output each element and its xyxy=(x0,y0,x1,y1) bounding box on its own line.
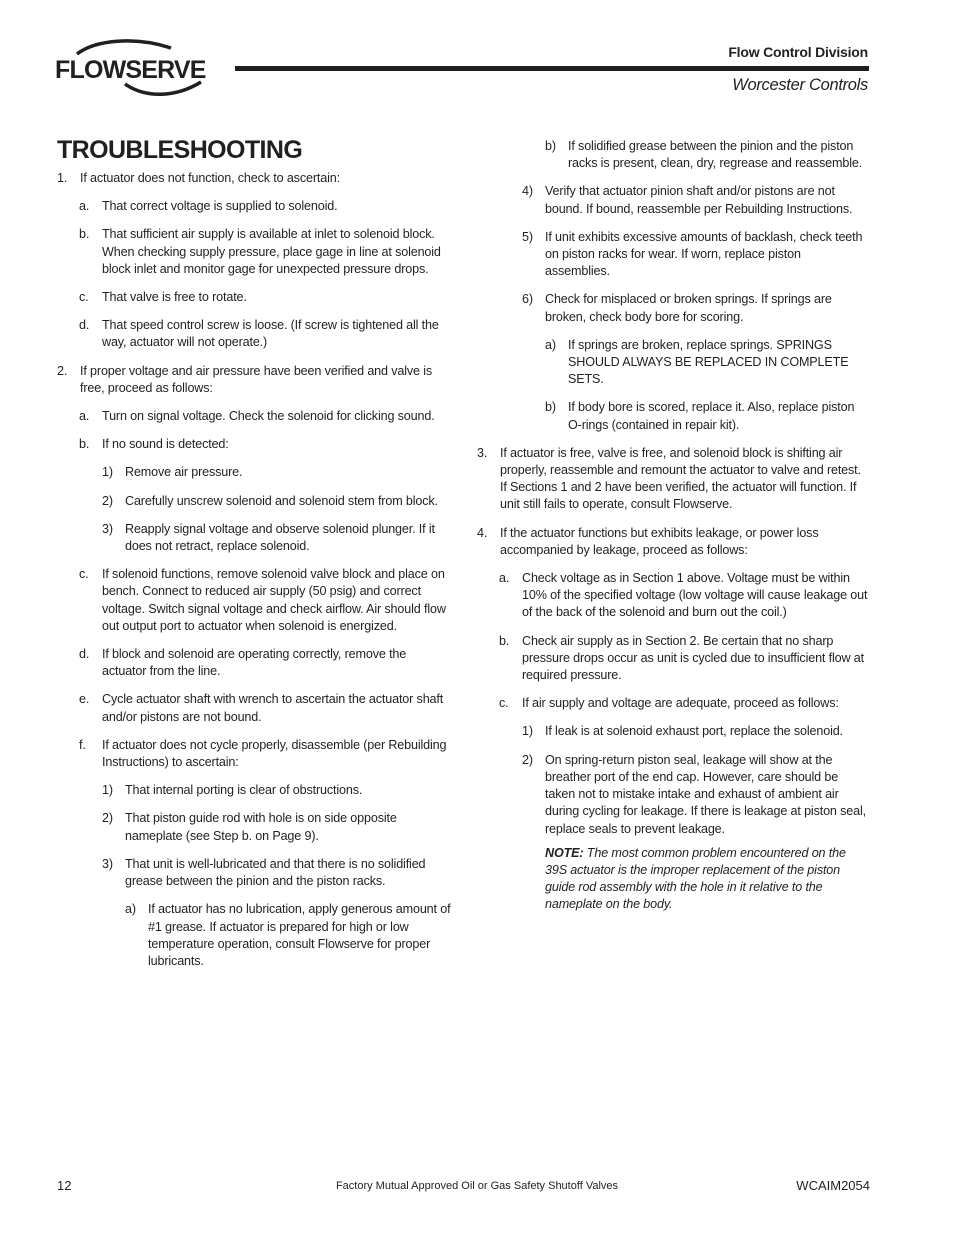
list-item xyxy=(57,198,452,215)
list-item xyxy=(57,363,452,397)
list-text: On spring-return piston seal, leakage will show at the breather port of the end cap. However, care should be taken not to mistake intake and exhaust of ambient air during cycling for leakage. If there is leakage at piston seal, replace seals to prevent leakage. xyxy=(545,752,866,836)
list-marker: f. xyxy=(79,737,86,752)
list-text: If springs are broken, replace springs. SPRINGS SHOULD ALWAYS BE REPLACED IN COMPLETE SETS. xyxy=(568,337,849,387)
list-marker: 2) xyxy=(522,752,533,767)
list-marker: 1. xyxy=(57,171,68,185)
list-marker: a) xyxy=(125,902,136,917)
list-text: Check air supply as in Section 2. Be certain that no sharp pressure drops occur as unit is cycled due to insufficient flow at required pressure. xyxy=(522,633,864,683)
list-text: Remove air pressure. xyxy=(125,465,243,480)
list-text: If actuator has no lubrication, apply generous amount of #1 grease. If actuator is prepared for high or low temperature operation, consult Flowserve for proper lubricants. xyxy=(148,902,451,968)
list-item xyxy=(477,723,869,740)
list-marker: 3) xyxy=(102,521,113,536)
list-text: If proper voltage and air pressure have been verified and valve is free, proceed as follows: xyxy=(80,363,433,395)
list-item xyxy=(477,525,869,559)
list-item xyxy=(477,138,869,172)
list-marker: a. xyxy=(499,571,510,586)
list-text: Reapply signal voltage and observe solenoid plunger. If it does not retract, replace solenoid. xyxy=(125,521,435,554)
list-marker: 2. xyxy=(57,363,68,378)
list-text: Carefully unscrew solenoid and solenoid stem from block. xyxy=(125,493,438,508)
list-text: Check voltage as in Section 1 above. Voltage must be within 10% of the specified voltage (low voltage will cause leakage out of the back of the solenoid and burn out the coil.) xyxy=(522,571,868,620)
list-text: That speed control screw is loose. (If screw is tightened all the way, actuator will not operate.) xyxy=(102,318,439,350)
list-text: If actuator does not cycle properly, disassemble (per Rebuilding Instructions) to ascertain: xyxy=(102,737,447,770)
list-marker: c. xyxy=(79,567,89,582)
list-item xyxy=(477,399,869,433)
list-marker: 1) xyxy=(102,465,113,480)
list-marker: c. xyxy=(499,696,509,711)
list-marker: a. xyxy=(79,409,90,424)
list-text: Turn on signal voltage. Check the solenoid for clicking sound. xyxy=(102,409,435,424)
list-item xyxy=(57,170,452,187)
list-item xyxy=(477,570,869,622)
list-text: That unit is well-lubricated and that there is no solidified grease between the pinion and the piston racks. xyxy=(125,856,426,889)
page-number: 12 xyxy=(57,1178,72,1193)
list-marker: b. xyxy=(79,227,90,242)
list-text: That valve is free to rotate. xyxy=(102,290,247,305)
list-item xyxy=(57,901,452,970)
header-rule xyxy=(235,66,869,71)
list-marker: 1) xyxy=(522,724,533,739)
list-marker: e. xyxy=(79,692,90,707)
list-item xyxy=(57,521,452,555)
list-marker: 4. xyxy=(477,525,488,540)
footer-title: Factory Mutual Approved Oil or Gas Safety Shutoff Valves xyxy=(335,1180,619,1192)
list-item xyxy=(57,317,452,351)
sub-division-name: Worcester Controls xyxy=(732,76,868,94)
list-marker: a) xyxy=(545,337,556,352)
flowserve-logo xyxy=(55,38,215,100)
page-title: TROUBLESHOOTING xyxy=(57,136,303,164)
division-name: Flow Control Division xyxy=(728,44,868,60)
list-item xyxy=(477,229,869,281)
list-item xyxy=(477,695,869,712)
list-item xyxy=(57,691,452,725)
list-text: If unit exhibits excessive amounts of backlash, check teeth on piston racks for wear. If worn, replace piston assemblies. xyxy=(545,229,863,279)
list-item xyxy=(477,291,869,325)
list-text: If air supply and voltage are adequate, proceed as follows: xyxy=(522,696,839,711)
list-marker: 6) xyxy=(522,292,533,307)
list-text: If actuator does not function, check to ascertain: xyxy=(80,171,340,185)
list-item xyxy=(57,566,452,635)
right-column xyxy=(477,138,869,914)
list-text: That internal porting is clear of obstructions. xyxy=(125,783,363,798)
logo-wordmark: FLOWSERVE xyxy=(55,56,206,84)
list-marker: d. xyxy=(79,647,90,662)
list-text: If no sound is detected: xyxy=(102,437,229,452)
list-text: That correct voltage is supplied to solenoid. xyxy=(102,199,338,214)
list-item xyxy=(57,289,452,306)
list-marker: a. xyxy=(79,199,90,214)
list-marker: 2) xyxy=(102,493,113,508)
note-label: NOTE: xyxy=(545,845,584,860)
list-marker: b) xyxy=(545,139,556,153)
list-item xyxy=(477,752,869,838)
list-text: If block and solenoid are operating correctly, remove the actuator from the line. xyxy=(102,647,407,679)
list-item xyxy=(477,183,869,217)
note-paragraph xyxy=(477,845,869,914)
list-text: That sufficient air supply is available at inlet to solenoid block. When checking supply pressure, place gage in line at solenoid block inlet and monitor gage for unexpected pressure drops. xyxy=(102,227,441,276)
list-text: Verify that actuator pinion shaft and/or pistons are not bound. If bound, reassemble per Rebuilding Instructions. xyxy=(545,184,853,216)
list-text: If solidified grease between the pinion and the piston racks is present, clean, dry, regrease and reassemble. xyxy=(568,139,863,171)
list-text: Check for misplaced or broken springs. If springs are broken, check body bore for scoring. xyxy=(545,292,832,324)
list-marker: c. xyxy=(79,290,89,305)
list-item xyxy=(57,856,452,890)
list-item xyxy=(57,782,452,799)
note-text: The most common problem encountered on the 39S actuator is the improper replacement of the piston guide rod assembly with the hole in it relative to the nameplate on the body. xyxy=(545,845,846,912)
list-item xyxy=(57,464,452,481)
list-item xyxy=(477,445,869,514)
list-marker: 2) xyxy=(102,811,113,826)
list-text: If actuator is free, valve is free, and solenoid block is shifting air properly, reassemble and remount the actuator to valve and retest. If Sections 1 and 2 have been verified, the actuator will function. If unit still fails to operate, consult Flowserve. xyxy=(500,445,861,512)
list-text: If solenoid functions, remove solenoid valve block and place on bench. Connect to reduced air supply (50 psig) and correct voltage. Switch signal voltage and check airflow. Air should flow out output port to actuator when solenoid is energized. xyxy=(102,567,446,633)
list-marker: d. xyxy=(79,318,90,333)
list-text: That piston guide rod with hole is on side opposite nameplate (see Step b. on Page 9). xyxy=(125,811,397,843)
list-marker: b. xyxy=(499,633,510,648)
list-text: Cycle actuator shaft with wrench to ascertain the actuator shaft and/or pistons are not bound. xyxy=(102,692,444,724)
list-marker: 5) xyxy=(522,229,533,244)
list-marker: 3. xyxy=(477,445,488,460)
list-item xyxy=(477,633,869,685)
list-item xyxy=(57,810,452,844)
list-marker: b. xyxy=(79,437,90,452)
list-item xyxy=(57,737,452,771)
list-item xyxy=(57,436,452,453)
list-text: If body bore is scored, replace it. Also, replace piston O-rings (contained in repair kit). xyxy=(568,400,855,432)
list-item xyxy=(57,646,452,680)
list-item xyxy=(57,226,452,278)
list-item xyxy=(57,493,452,510)
list-marker: 1) xyxy=(102,783,113,798)
list-item xyxy=(477,337,869,389)
list-marker: b) xyxy=(545,400,556,415)
list-marker: 3) xyxy=(102,856,113,871)
list-text: If leak is at solenoid exhaust port, replace the solenoid. xyxy=(545,724,843,739)
list-text: If the actuator functions but exhibits leakage, or power loss accompanied by leakage, proceed as follows: xyxy=(500,525,819,557)
document-code: WCAIM2054 xyxy=(796,1178,870,1193)
list-marker: 4) xyxy=(522,184,533,199)
left-column xyxy=(57,170,452,970)
list-item xyxy=(57,408,452,425)
